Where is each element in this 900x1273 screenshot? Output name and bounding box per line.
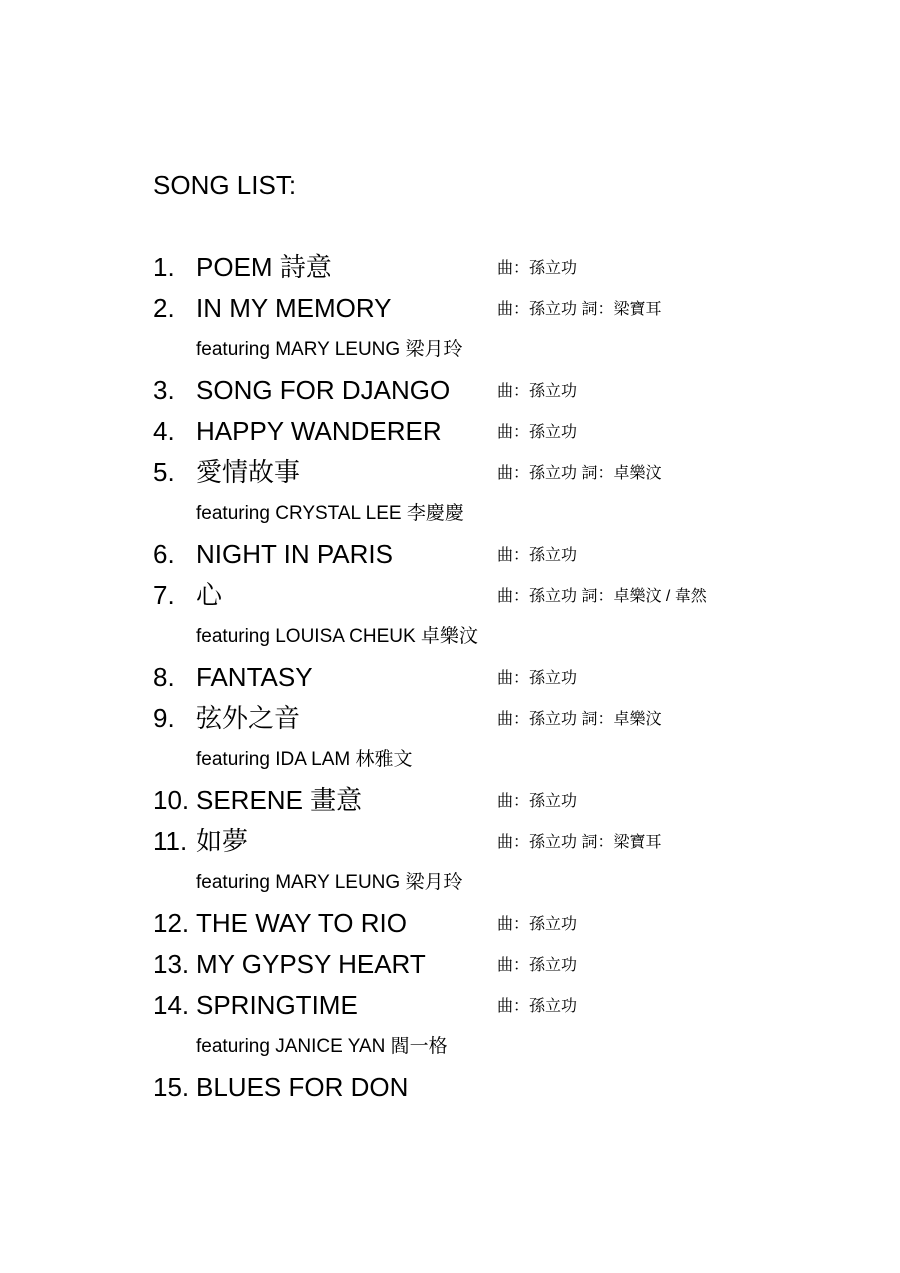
song-number: 9. bbox=[153, 703, 175, 733]
song-title: FANTASY bbox=[196, 662, 313, 692]
song-row-6 bbox=[153, 535, 853, 576]
song-row-8 bbox=[153, 658, 853, 699]
song-title: THE WAY TO RIO bbox=[196, 908, 407, 938]
featuring-row-2 bbox=[153, 330, 853, 371]
song-number: 14. bbox=[153, 990, 190, 1020]
featuring-artist: featuring IDA LAM 林雅文 bbox=[196, 749, 413, 770]
featuring-row-7 bbox=[153, 617, 853, 658]
song-row-2 bbox=[153, 289, 853, 330]
song-number: 15. bbox=[153, 1072, 190, 1102]
song-row-4 bbox=[153, 412, 853, 453]
song-title: NIGHT IN PARIS bbox=[196, 539, 393, 569]
song-title: 弦外之音 bbox=[196, 703, 301, 733]
song-row-3 bbox=[153, 371, 853, 412]
song-title: POEM 詩意 bbox=[196, 252, 332, 282]
song-credits: 曲：孫立功 bbox=[497, 547, 578, 564]
song-title: 如夢 bbox=[196, 826, 249, 856]
song-credits: 曲：孫立功 詞：卓樂汶 / 韋然 bbox=[497, 588, 707, 605]
song-title: 心 bbox=[196, 580, 223, 610]
song-row-1 bbox=[153, 248, 853, 289]
song-title: IN MY MEMORY bbox=[196, 293, 392, 323]
song-title: HAPPY WANDERER bbox=[196, 416, 442, 446]
song-credits: 曲：孫立功 bbox=[497, 424, 578, 441]
song-number: 12. bbox=[153, 908, 190, 938]
featuring-artist: featuring JANICE YAN 閻一格 bbox=[196, 1036, 448, 1057]
song-title: SERENE 畫意 bbox=[196, 785, 363, 815]
featuring-artist: featuring CRYSTAL LEE 李慶慶 bbox=[196, 503, 464, 524]
song-title: MY GYPSY HEART bbox=[196, 949, 426, 979]
song-number: 5. bbox=[153, 457, 175, 487]
featuring-artist: featuring LOUISA CHEUK 卓樂汶 bbox=[196, 626, 478, 647]
song-number: 8. bbox=[153, 662, 175, 692]
song-title: SONG FOR DJANGO bbox=[196, 375, 451, 405]
song-credits: 曲：孫立功 bbox=[497, 793, 578, 810]
song-row-10 bbox=[153, 781, 853, 822]
song-title: 愛情故事 bbox=[196, 457, 301, 487]
song-list bbox=[153, 248, 853, 1109]
song-number: 13. bbox=[153, 949, 190, 979]
song-row-5 bbox=[153, 453, 853, 494]
song-credits: 曲：孫立功 詞：梁寶耳 bbox=[497, 834, 662, 851]
song-row-12 bbox=[153, 904, 853, 945]
song-row-11 bbox=[153, 822, 853, 863]
song-row-15 bbox=[153, 1068, 853, 1109]
song-title: SPRINGTIME bbox=[196, 990, 358, 1020]
featuring-row-11 bbox=[153, 863, 853, 904]
song-credits: 曲：孫立功 bbox=[497, 383, 578, 400]
song-credits: 曲：孫立功 詞：卓樂汶 bbox=[497, 711, 662, 728]
song-row-13 bbox=[153, 945, 853, 986]
song-number: 2. bbox=[153, 293, 175, 323]
featuring-artist: featuring MARY LEUNG 梁月玲 bbox=[196, 872, 463, 893]
song-number: 6. bbox=[153, 539, 175, 569]
featuring-row-5 bbox=[153, 494, 853, 535]
song-number: 10. bbox=[153, 785, 190, 815]
song-credits: 曲：孫立功 bbox=[497, 998, 578, 1015]
song-row-7 bbox=[153, 576, 853, 617]
song-number: 7. bbox=[153, 580, 175, 610]
featuring-row-9 bbox=[153, 740, 853, 781]
song-credits: 曲：孫立功 bbox=[497, 260, 578, 277]
song-row-14 bbox=[153, 986, 853, 1027]
song-credits: 曲：孫立功 bbox=[497, 670, 578, 687]
song-number: 4. bbox=[153, 416, 175, 446]
song-number: 11. bbox=[153, 826, 188, 856]
song-credits: 曲：孫立功 詞：卓樂汶 bbox=[497, 465, 662, 482]
song-credits: 曲：孫立功 bbox=[497, 957, 578, 974]
page-title: SONG LIST: bbox=[153, 170, 297, 200]
song-title: BLUES FOR DON bbox=[196, 1072, 409, 1102]
song-row-9 bbox=[153, 699, 853, 740]
song-number: 1. bbox=[153, 252, 175, 282]
song-credits: 曲：孫立功 bbox=[497, 916, 578, 933]
song-credits: 曲：孫立功 詞：梁寶耳 bbox=[497, 301, 662, 318]
song-number: 3. bbox=[153, 375, 175, 405]
featuring-artist: featuring MARY LEUNG 梁月玲 bbox=[196, 339, 463, 360]
featuring-row-14 bbox=[153, 1027, 853, 1068]
